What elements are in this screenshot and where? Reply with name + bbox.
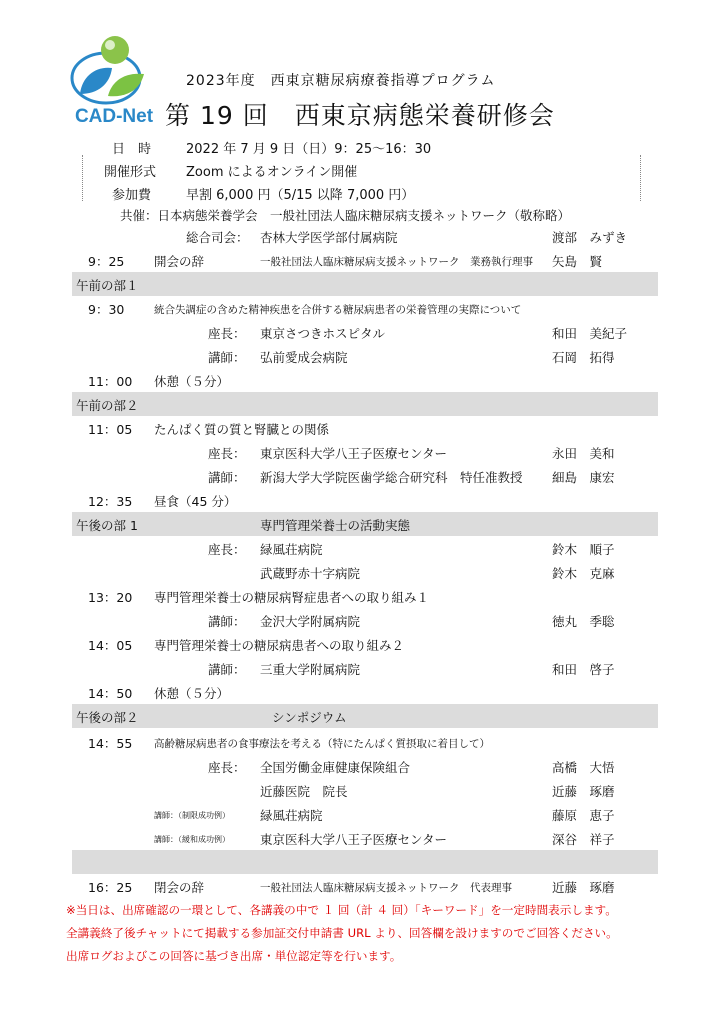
schedule-row — [72, 416, 658, 440]
person-name: 石岡 拓得 — [552, 350, 615, 365]
section-band-empty — [72, 850, 658, 874]
session-title: 統合失調症の含めた精神疾患を合併する糖尿病患者の栄養管理の実際について — [154, 304, 522, 316]
person-name: 藤原 恵子 — [552, 808, 615, 823]
co-host-line: 共催：日本病態栄養学会 一般社団法人臨床糖尿病支援ネットワーク（敬称略） — [120, 208, 571, 223]
institution: 一般社団法人臨床糖尿病支援ネットワーク 代表理事 — [260, 882, 512, 894]
schedule-row — [72, 488, 658, 512]
schedule-row — [72, 802, 658, 826]
schedule-row — [72, 608, 658, 632]
person-name: 近藤 琢磨 — [552, 784, 615, 799]
session-title: 休憩（５分） — [154, 374, 230, 389]
schedule-row — [72, 464, 658, 488]
schedule-row — [72, 584, 658, 608]
person-name: 渡部 みずき — [552, 230, 628, 245]
note-line-2: 全講義終了後チャットにて掲載する参加証交付申請書 URL より、回答欄を設けますのでご回答ください。 — [66, 926, 618, 940]
section-band-pm2 — [72, 704, 658, 728]
info-label-format: 開催形式 — [104, 165, 157, 180]
time: 9：25 — [88, 254, 125, 269]
schedule-row — [72, 224, 658, 248]
schedule-row — [72, 874, 658, 898]
section-label: 午後の部２ — [76, 710, 139, 725]
institution: 三重大学附属病院 — [260, 662, 361, 677]
section-label: 午後の部 1 — [76, 518, 138, 533]
section-title: 専門管理栄養士の活動実態 — [260, 518, 411, 533]
info-value-format: Zoom によるオンライン開催 — [186, 165, 358, 180]
institution: 一般社団法人臨床糖尿病支援ネットワーク 業務執行理事 — [260, 256, 533, 268]
info-label-date: 日 時 — [112, 142, 152, 157]
institution: 緑風荘病院 — [260, 808, 323, 823]
person-name: 永田 美和 — [552, 446, 615, 461]
info-value-fee: 早割 6,000 円（5/15 以降 7,000 円） — [186, 188, 415, 203]
session-title: 専門管理栄養士の糖尿病患者への取り組み２ — [154, 638, 405, 653]
schedule-row — [72, 826, 658, 850]
institution: 東京医科大学八王子医療センター — [260, 446, 448, 461]
time: 13：20 — [88, 590, 133, 605]
schedule-row — [72, 536, 658, 560]
schedule-row — [72, 730, 658, 754]
section-band-am1 — [72, 272, 658, 296]
cad-net-logo — [68, 32, 160, 128]
schedule-row — [72, 248, 658, 272]
schedule-row — [72, 296, 658, 320]
time: 14：50 — [88, 686, 133, 701]
role-label: 座長： — [208, 760, 246, 775]
info-label-fee: 参加費 — [112, 188, 152, 203]
section-band-pm1 — [72, 512, 658, 536]
role-label: 総合司会： — [186, 230, 249, 245]
divider-dotted-left — [82, 155, 83, 201]
section-title: シンポジウム — [272, 710, 347, 725]
session-title: 専門管理栄養士の糖尿病腎症患者への取り組み１ — [154, 590, 430, 605]
person-name: 高橋 大悟 — [552, 760, 615, 775]
schedule-row — [72, 320, 658, 344]
info-value-date: 2022 年 7 月 9 日（日）9：25〜16：30 — [186, 142, 432, 157]
time: 9：30 — [88, 302, 125, 317]
person-name: 和田 啓子 — [552, 662, 615, 677]
schedule-row — [72, 778, 658, 802]
institution: 緑風荘病院 — [260, 542, 323, 557]
institution: 武蔵野赤十字病院 — [260, 566, 361, 581]
schedule-row — [72, 440, 658, 464]
role-label: 講師： — [208, 662, 246, 677]
page-title: 第 19 回 西東京病態栄養研修会 — [165, 101, 555, 130]
person-name: 近藤 琢磨 — [552, 880, 615, 895]
section-label: 午前の部２ — [76, 398, 139, 413]
schedule-row — [72, 344, 658, 368]
schedule-row — [72, 368, 658, 392]
time: 11：00 — [88, 374, 133, 389]
section-band-am2 — [72, 392, 658, 416]
time: 14：05 — [88, 638, 133, 653]
person-name: 鈴木 克麻 — [552, 566, 615, 581]
institution: 金沢大学附属病院 — [260, 614, 361, 629]
logo-text: CAD-Net — [74, 106, 154, 127]
logo-leaf-icon — [72, 36, 144, 103]
schedule-row — [72, 656, 658, 680]
schedule-row — [72, 560, 658, 584]
institution: 東京さつきホスピタル — [260, 326, 386, 341]
session-title: 昼食（45 分） — [154, 494, 237, 509]
time: 11：05 — [88, 422, 133, 437]
schedule-row — [72, 632, 658, 656]
session-title: 休憩（５分） — [154, 686, 230, 701]
note-line-1: ※当日は、出席確認の一環として、各講義の中で １ 回（計 ４ 回）「キーワード」を一定時間表示します。 — [66, 903, 617, 917]
role-label: 座長： — [208, 326, 246, 341]
role-label: 講師： — [208, 470, 246, 485]
person-name: 深谷 祥子 — [552, 832, 615, 847]
person-name: 矢島 賢 — [552, 254, 603, 269]
section-label: 午前の部１ — [76, 278, 139, 293]
schedule-row — [72, 680, 658, 704]
session-title: 開会の辞 — [154, 254, 205, 269]
role-label: 講師：（制限成功例） — [154, 811, 230, 820]
role-label: 座長： — [208, 542, 246, 557]
institution: 近藤医院 院長 — [260, 784, 348, 799]
role-label: 講師： — [208, 614, 246, 629]
role-label: 講師： — [208, 350, 246, 365]
institution: 東京医科大学八王子医療センター — [260, 832, 448, 847]
program-subtitle: 2023年度 西東京糖尿病療養指導プログラム — [186, 73, 496, 89]
role-label: 座長： — [208, 446, 246, 461]
institution: 杏林大学医学部付属病院 — [260, 230, 398, 245]
person-name: 細島 康宏 — [552, 470, 615, 485]
session-title: 高齢糖尿病患者の食事療法を考える（特にたんぱく質摂取に着目して） — [154, 738, 490, 750]
session-title: 閉会の辞 — [154, 880, 205, 895]
institution: 新潟大学大学院医歯学総合研究科 特任准教授 — [260, 470, 523, 485]
session-title: たんぱく質の質と腎臓との関係 — [154, 422, 330, 437]
note-line-3: 出席ログおよびこの回答に基づき出席・単位認定等を行います。 — [66, 949, 402, 963]
person-name: 徳丸 季聡 — [552, 614, 615, 629]
institution: 全国労働金庫健康保険組合 — [260, 760, 411, 775]
time: 16：25 — [88, 880, 133, 895]
person-name: 鈴木 順子 — [552, 542, 615, 557]
time: 12：35 — [88, 494, 133, 509]
time: 14：55 — [88, 736, 133, 751]
person-name: 和田 美紀子 — [552, 326, 628, 341]
divider-dotted-right — [640, 155, 641, 201]
schedule-row — [72, 754, 658, 778]
role-label: 講師：（緩和成功例） — [154, 835, 230, 844]
institution: 弘前愛成会病院 — [260, 350, 348, 365]
